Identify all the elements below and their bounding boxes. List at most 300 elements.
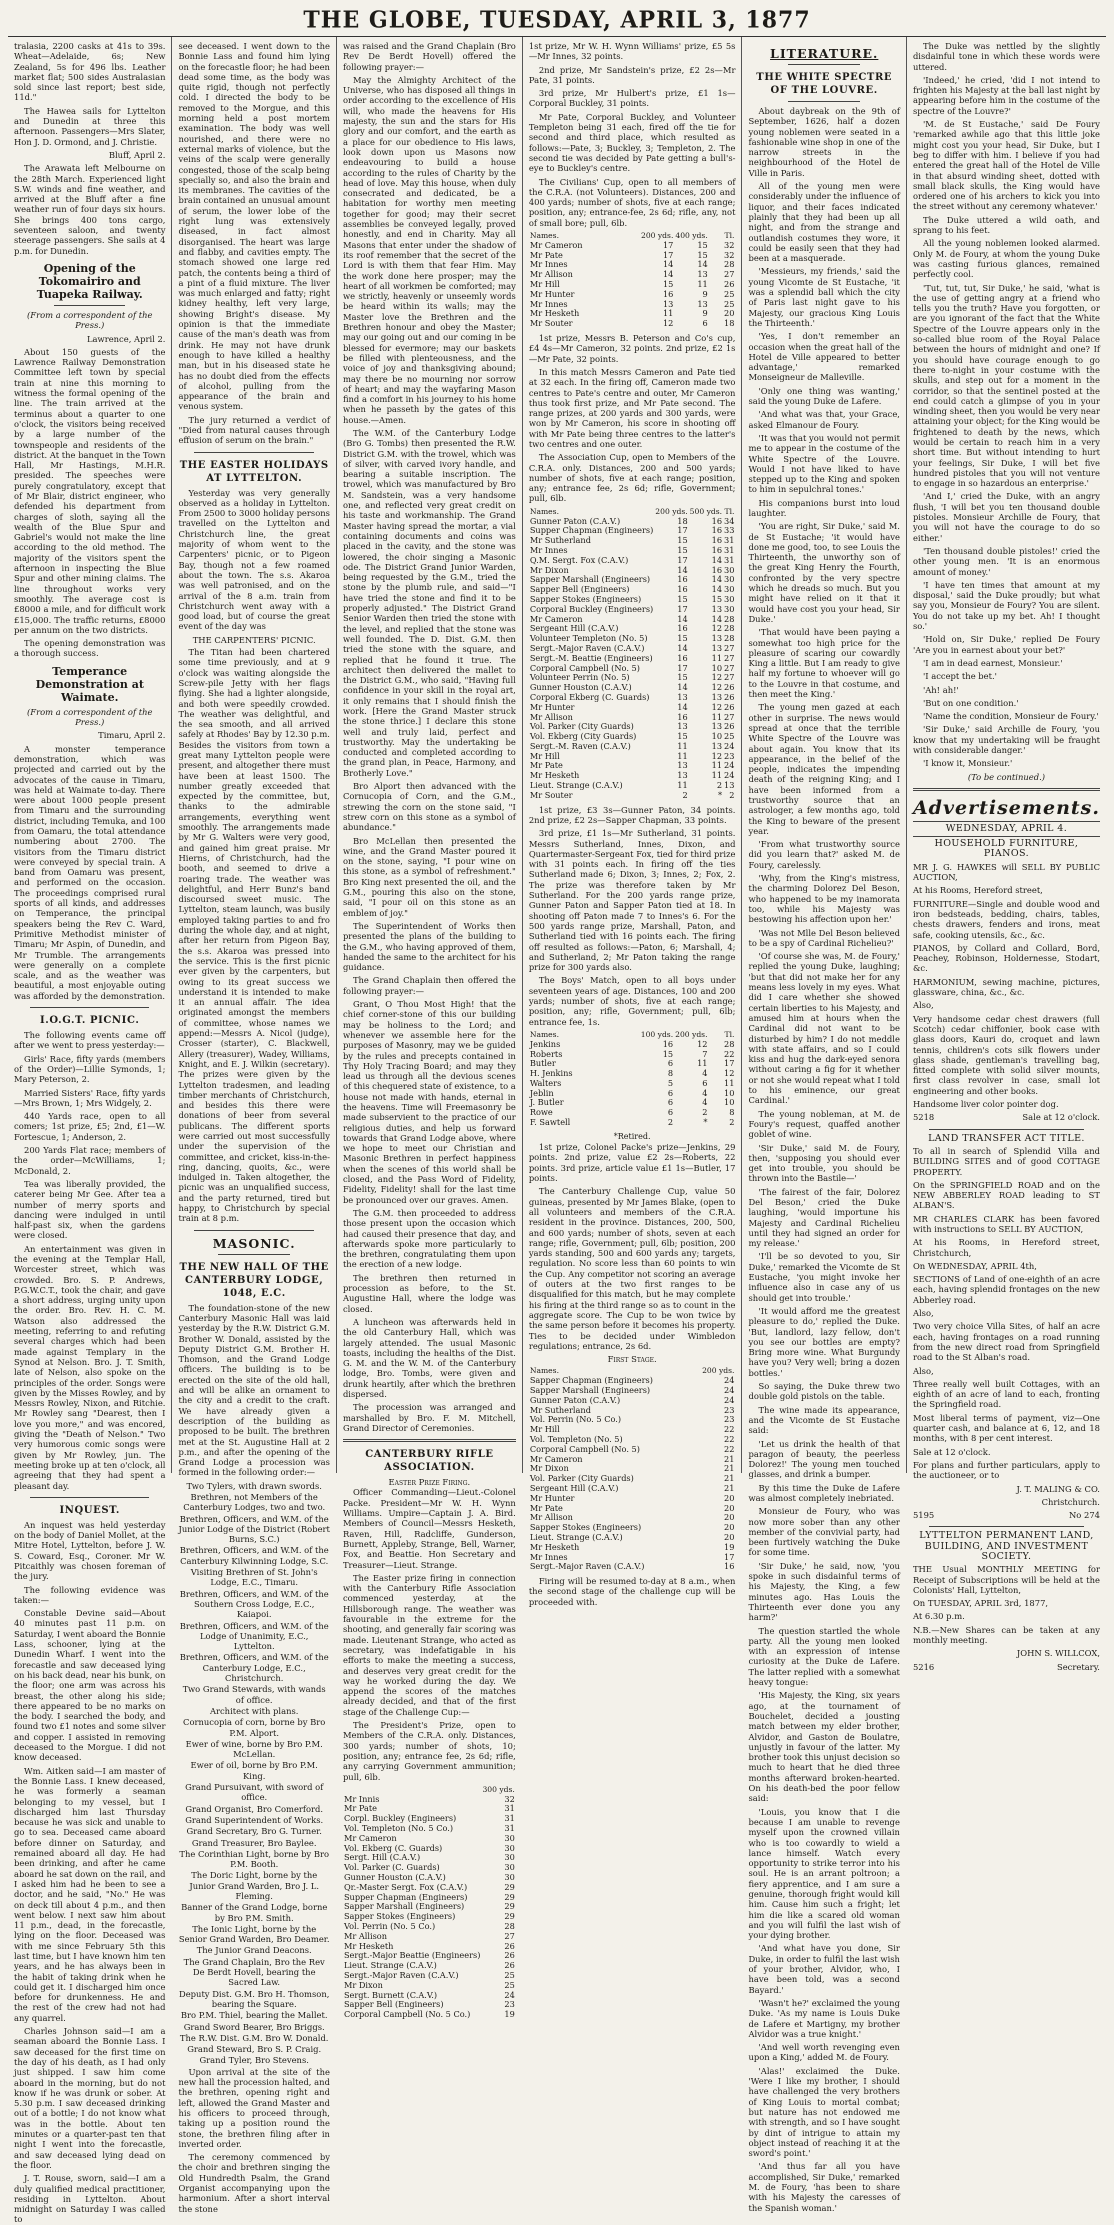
competitor-name: Supper Chapman (Engineers) — [343, 1891, 468, 1902]
story-paragraph: 'It would afford me the greatest pleasure to do,' replied the Duke. 'But, landlord, lazy fellow, don't you see our bottles are empty? Bring more wine. What Burgundy have you? Very well; bring a dozen bottles.' — [748, 1305, 900, 1378]
score-cell: 9 — [702, 308, 708, 319]
score-cell: 28 — [504, 1920, 515, 1931]
divider — [54, 305, 125, 306]
column-header: 200 yds. — [702, 1366, 735, 1376]
score-cell: 10 — [711, 731, 723, 742]
competitor-name: Gunner Paton (C.A.V.) — [529, 515, 621, 526]
competitor-name: Mr Hesketh — [529, 1541, 580, 1552]
story-paragraph: 'I am in dead earnest, Monsieur.' — [922, 657, 1063, 668]
article-text: The Civilians' Cup, open to all members of the C.R.A. (not Volunteers). Distances, 200 and 400 yards; number of shots, five at each range; position, any; entrance-fee, 2s 6d; rifle, any, not of small bore; pull, 6lb. — [528, 176, 736, 228]
competitor-name: Sapper Stokes (Engineers) — [343, 1911, 456, 1922]
ad-date: WEDNESDAY, APRIL 4. — [945, 822, 1068, 834]
story-text — [748, 106, 899, 2213]
headline: THE WHITE SPECTRE OF THE LOUVRE. — [756, 72, 893, 96]
score-cell: 26 — [724, 279, 735, 290]
score-cell: 8 — [667, 1068, 674, 1079]
score-cell: 13 — [697, 269, 708, 280]
competitor-name: Mr Souter — [529, 789, 573, 800]
column-header: Names. — [529, 231, 559, 241]
competitor-name: Butler — [529, 1058, 556, 1069]
competitor-name: Mr Hunter — [529, 288, 575, 299]
ad-text: FURNITURE—Single and double wood and iron bedsteads, bedding, chairs, tables, chests drawers, fenders and irons, meat safe, cooking utensils, &c., &c. — [912, 898, 1100, 940]
ad-text: On the SPRINGFIELD ROAD and on the NEW ABBERLEY ROAD leading to ST ALBAN'S. — [912, 1179, 1100, 1211]
score-cell: 13 — [711, 691, 723, 702]
score-cell: 11 — [677, 750, 688, 761]
score-cell: 24 — [724, 740, 735, 751]
procession-item: The R.W. Dist. G.M. Bro W. Donald. — [179, 2032, 329, 2043]
table-row — [529, 1562, 736, 1572]
score-table — [343, 1785, 516, 2020]
table-row — [529, 791, 736, 801]
ad-text: Also, — [912, 1308, 934, 1319]
ad-title: HOUSEHOLD FURNITURE, PIANOS. — [934, 838, 1079, 860]
ad-text: N.B.—New Shares can be taken at any monthly meeting. — [912, 1624, 1100, 1646]
competitor-name: Mr Allison — [529, 1512, 573, 1523]
article-text: About 150 guests of the Lawrence Railway Demonstration Committee left town by special train at nine this morning to witness the formal opening of the line. The train arrived at the terminus about a quarter to one o'clock, the visitors being received by a large number of the townspeople and residents of the district. At the banquet in the Town Hall, Mr Hastings, M.H.R. presided. The speeches were purely congratulatory, except that of Mr Blair, district engineer, who defended his department from charges of sloth, saying all the wealth of the Blue Spur and Gabriel's would not make the line according to the old method. The majority of the visitors spent the afternoon in inspecting the Blue Spur and other mining claims. The line throughout works very smoothly. The average cost is £8000 a mile, and for difficult work £15,000. The traffic returns, £8000 per annum on the two districts. — [14, 346, 166, 635]
procession-item: Two Grand Stewards, with wands of office. — [182, 1684, 326, 1705]
competitor-name: Mr Dixon — [343, 1979, 383, 1990]
ad-text: Two very choice Villa Sites, of half an acre each, having frontages on a road running from the new direct road from Springfield road to the St Alban's road. — [912, 1321, 1100, 1363]
score-cell: 21 — [724, 1482, 735, 1493]
competitor-name: Mr Dixon — [529, 1463, 569, 1474]
competitor-name: Mr Cameron — [343, 1832, 397, 1843]
score-cell: 30 — [724, 574, 735, 585]
continued-note: (To be continued.) — [967, 771, 1045, 782]
procession-item: Grand Superintendent of Works. — [185, 1814, 324, 1825]
score-table — [529, 507, 736, 801]
score-cell: 26 — [504, 1960, 515, 1971]
competitor-name: Mr Sutherland — [529, 1404, 591, 1415]
score-cell: 16 — [711, 544, 723, 555]
score-cell: 16 — [711, 564, 723, 575]
story-paragraph: 'The fairest of the fair, Dolorez Del Beson,' cried the Duke laughing, 'would importune his Majesty and Cardinal Richelieu until they had signed an order for my release.' — [748, 1186, 900, 1249]
score-cell: 15 — [677, 593, 688, 604]
story-paragraph: The Duke uttered a wild oath, and sprang to his feet. — [912, 214, 1100, 236]
column-5 — [742, 37, 906, 2213]
score-cell: 28 — [724, 1038, 735, 1049]
score-cell: 13 — [662, 298, 674, 309]
competitor-name: H. Jenkins — [529, 1068, 573, 1079]
column-header: 200 yds. — [640, 231, 674, 241]
article-text: 3rd prize, Mr Hulbert's prize, £1 1s—Corporal Buckley, 31 points. — [528, 88, 736, 109]
competitor-name: Sergeant Hill (C.A.V.) — [529, 1482, 619, 1493]
score-cell: 13 — [711, 721, 723, 732]
score-cell: 15 — [662, 1048, 674, 1059]
competitor-name: Sergeant Hill (C.A.V.) — [529, 623, 619, 634]
ad-text: SECTIONS of Land of one-eighth of an acre each, having splendid frontages on the new Abberley road. — [912, 1274, 1100, 1305]
story-paragraph: His companions burst into loud laughter. — [748, 497, 900, 518]
score-cell: 11 — [697, 1058, 708, 1069]
article-text: Charles Johnson said—I am a seaman aboard the Bonnie Lass. I saw deceased for the first time on the day of his death, as I had only just shipped. I saw him come aboard in the morning, but do not know if he was drunk or sober. At 5.30 p.m. I saw deceased drinking out of a bottle; I do not know what was in the bottle. About ten minutes or a quarter-past ten that night I went into the forecastle, and saw deceased lying dead on the floor. — [14, 2026, 166, 2170]
score-cell: 16 — [677, 574, 688, 585]
score-cell: 29 — [504, 1911, 515, 1922]
procession-item: Brethren, Officers, and W.M. of the Lodge of Unanimity, E.C., Lyttelton. — [179, 1620, 329, 1652]
story-paragraph: 'Sir Duke,' said M. de Foury, then, 'supposing you should ever get into trouble, you should be thrown into the Bastile—' — [748, 1142, 900, 1184]
article-text: 1st prize, Mr W. H. Wynn Williams' prize, £5 5s—Mr Innes, 32 points. — [528, 41, 736, 62]
story-paragraph: The question startled the whole party. All the young men looked with an expression of intense curiosity at the Duke de Lafere. The latter replied with a somewhat heavy tongue: — [748, 1625, 900, 1688]
article-text: The opening demonstration was a thorough success. — [14, 638, 166, 659]
score-cell: 17 — [677, 662, 688, 673]
headline: THE NEW HALL OF THE CANTERBURY LODGE, 1048, E.C. — [179, 1261, 329, 1299]
score-cell: 23 — [724, 1404, 735, 1415]
competitor-name: Mr Pate — [529, 249, 563, 260]
competitor-name: Qr.-Master Sergt. Fox (C.A.V.) — [343, 1881, 468, 1892]
score-cell: 14 — [677, 564, 688, 575]
score-cell: 6 — [667, 1097, 674, 1108]
score-cell: 27 — [504, 1930, 515, 1941]
dateline: Bluff, April 2. — [108, 149, 166, 160]
ad-text: PIANOS, by Collard and Collard, Bord, Peachey, Robinson, Holdernesse, Stodart, &c. — [912, 942, 1100, 974]
score-cell: 18 — [724, 318, 735, 329]
score-cell: 26 — [504, 1940, 515, 1951]
score-cell: 11 — [711, 652, 723, 663]
procession-item: Grand Steward, Bro S. P. Craig. — [187, 2044, 322, 2055]
score-cell: 17 — [677, 603, 688, 614]
score-cell: 13 — [711, 642, 723, 653]
subheading: First Stage. — [607, 1354, 657, 1365]
competitor-name: Corpl. Buckley (Engineers) — [343, 1813, 457, 1824]
story-paragraph: 'Sir Duke,' he said, now, 'you spoke in such disdainful terms of his Majesty, the King, a few minutes ago. Has Louis the Thirteenth ever done you any harm?' — [748, 1560, 900, 1623]
article-text: An inquest was held yesterday on the body of Daniel Mollet, at the Mitre Hotel, Lyttelton, before J. W. S. Coward, Esq., Coroner. Mr W. Pitcaithly was chosen foreman of the jury. — [14, 1519, 166, 1582]
competitor-name: Vol. Templeton (No. 5) — [529, 1433, 623, 1444]
article-text: Constable Devine said—About 40 minutes past 11 p.m. on Saturday, I went aboard the Bonnie Lass, schooner, lying at the Dunedin Wharf. I went into the forecastle and saw deceased lying on his back dead, near his bunk, on the floor; one arm was across his breast, the other along his side; there appeared to be no marks on the body. I searched the body, and found two £1 notes and some silver and copper. I assisted in removing deceased to the Morgue. I did not know deceased. — [14, 1608, 166, 1763]
score-cell: 31 — [724, 544, 735, 555]
article-text: Bro Alport then advanced with the Cornucopia of Corn, and the G.M., strewing the corn on the stone said, "I strew corn on this stone as a symbol of abundance." — [342, 781, 516, 833]
score-cell: 24 — [724, 1385, 735, 1395]
article-text: The Arawata left Melbourne on the 28th March. Experienced light S.W. winds and fine weather, and arrived at the Bluff after a fine weather run of four days six hours. She brings 400 tons cargo, seventeen saloon, and twenty steerage passengers. She sails at 4 p.m. for Dunedin. — [14, 163, 166, 256]
score-cell: 17 — [724, 1058, 735, 1069]
procession-item: Architect with plans. — [209, 1705, 299, 1716]
score-cell: 11 — [724, 1077, 735, 1088]
competitor-name: Mr Innes — [529, 298, 568, 309]
headline: Temperance Demonstration at Waimate. — [35, 664, 144, 704]
story-paragraph: 'Yes, I don't remember an occasion when the great hall of the Hotel de Ville appeared to better advantage,' remarked Monseigneur de Malleville. — [748, 331, 900, 383]
competitor-name: Gunner Paton (C.A.V.) — [529, 1394, 621, 1405]
score-cell: 26 — [504, 1950, 515, 1961]
score-cell: 15 — [677, 672, 688, 683]
story-paragraph: So saying, the Duke threw two double gold pistols on the table. — [748, 1381, 900, 1402]
divider — [30, 1007, 149, 1008]
article-text: The Titan had been chartered some time previously, and at 9 o'clock was waiting alongside the Screw-pile Jetty with her flags flying. She had a lighter alongside, and both were speedily crowded. The weather was delightful, and the sea smooth, and all arrived safely at Rhodes' Bay by 12.30 p.m. Besides the visitors from town a great many Lyttelton people were present, and altogether there must have been at least 1500. The number greatly exceeded that expected by the committee, but, thanks to the admirable arrangements, everything went smoothly. The arrangements made by Mr G. Walters were very good, and gained him great praise. Mr Hierns, of Christchurch, had the booth, and seemed to drive a roaring trade. The weather was delightful, and Herr Bunz's band discoursed sweet music. The Lyttelton, steam launch, was busily employed taking parties to and fro during the whole day, and at night, after her return from Pigeon Bay, the s.s. Akaroa was pressed into the service. This is the first picnic ever given by the carpenters, but owing to its great success we understand it is intended to make it an annual affair. The idea originated amongst the members of committee, whose names we append:—Messrs A. Nicol (judge), Crosser (starter), C. Blackwell, Allery (treasurer), Wadey, Williams, Knight, and E. J. Wilkin (secretary). The prizes were given by the Lyttelton tradesmen, and leading timber merchants of Christchurch, and besides this there were donations of beer from several publicans. The different sports were carried out most successfully under the supervision of the committee, and cricket, kiss-in-the-ring, dancing, quoits, &c., were indulged in. Taken altogether, the picnic was an unqualified success, and the party returned, tired but happy, to Christchurch by special train at 8 p.m. — [178, 647, 330, 1224]
competitor-name: Vol. Ekberg (C. Guards) — [343, 1842, 443, 1853]
procession-item: Brethren, Officers, and W.M. of the Canterbury Lodge, E.C., Christchurch. — [179, 1652, 329, 1684]
competitor-name: Roberts — [529, 1048, 563, 1059]
competitor-name: Supper Chapman (Engineers) — [529, 525, 654, 536]
score-cell: 17 — [677, 554, 688, 565]
competitor-name: Mr Hill — [529, 750, 560, 761]
ad-number: 5216 — [912, 1661, 935, 1672]
column-header: 400 yds. — [675, 231, 708, 241]
competitor-name: Sapper Bell (Engineers) — [343, 1999, 444, 2010]
score-cell: 15 — [677, 731, 688, 742]
story-paragraph: 'Wasn't he?' exclaimed the young Duke. 'As my name is Louis Duke de Lafere et Martigny, my brother Alvidor was a true knight.' — [748, 1997, 900, 2039]
score-cell: 10 — [711, 662, 723, 673]
score-cell: 16 — [662, 1038, 674, 1049]
procession-item: Grand Sword Bearer, Bro Briggs. — [183, 2021, 325, 2032]
article-text: was raised and the Grand Chaplain (Bro Rev De Berdt Hovell) offered the following prayer:— — [342, 41, 516, 72]
score-cell: 12 — [662, 318, 674, 329]
score-table — [529, 1030, 736, 1128]
ad-text: MR J. G. HAWKES will SELL BY PUBLIC AUCTION, — [912, 861, 1100, 883]
headline: Opening of the Tokomairiro and Tuapeka Railway. — [36, 261, 143, 301]
procession-item: Brethren, Officers, and W.M. of the Southern Cross Lodge, E.C., Kaiapoi. — [179, 1588, 329, 1620]
score-cell: 22 — [724, 1433, 735, 1444]
story-paragraph: 'Ah! ah!' — [922, 684, 959, 695]
score-cell: 11 — [711, 711, 723, 722]
article-text: The W.M. of the Canterbury Lodge (Bro G. Tombs) then presented the R.W. District G.M. with the trowel, which was of silver, with carved ivory handle, and bearing a suitable inscription. The trowel, which was manufactured by Bro M. Sandstein, was a very handsome one, and reflected very great credit on his taste and workmanship. The Grand Master having spread the mortar, a vial containing documents and coins was placed in the cavity, and the stone was lowered, the choir singing a Masonic ode. The District Grand Junior Warden, being requested by the G.M., tried the stone by the plumb rule, and said—"I have tried the stone and find it to be properly adjusted." The District Grand Senior Warden then tried the stone with the level, and replied that the stone was well founded. The D. Dist. G.M. then tried the stone with the square, and replied that he found it true. The architect then delivered the mallet to the District G.M., who said, "Having full confidence in your skill in the royal art, it only remains that I should finish the work. [Here the Grand Master struck the stone thrice.] I declare this stone well and truly laid, perfect and trustworthy. May the undertaking be conducted and completed according to the grand plan, in Peace, Harmony, and Brotherly Love." — [342, 427, 516, 778]
competitor-name: Mr Innes — [529, 544, 568, 555]
score-cell: 30 — [724, 564, 735, 575]
score-cell: 2 — [716, 780, 723, 791]
article-text: The President's Prize, open to Members of the C.R.A. only. Distances, 300 yards; number of shots, 10; position, any; entrance fee, 2s 6d; rifle, any carrying Government ammunition; pull, 6lb. — [342, 1720, 516, 1782]
divider — [218, 1254, 289, 1255]
competitor-name: Sergt.-Major Raven (C.A.V.) — [529, 642, 645, 653]
procession-item: Banner of the Grand Lodge, borne by Bro P.M. Smith. — [181, 1902, 328, 1923]
score-cell: 30 — [504, 1842, 515, 1853]
score-cell: 13 — [677, 760, 688, 771]
story-paragraph: All of the young men were considerably under the influence of liquor, and their faces indicated plainly that they had been up all night, and from the strange and outlandish costumes they wore, it could be easily seen that they had been at a masquerade. — [748, 181, 900, 264]
section-title: LITERATURE. — [770, 46, 879, 61]
article-text: Married Sisters' Race, fifty yards—Mrs Brown, 1; Mrs Widgely, 2. — [14, 1087, 166, 1108]
article-text: Grant, O Thou Most High! that the chief corner-stone of this our building may be holiness to the Lord; and whenever we assemble here for the purposes of Masonry, may we be guided by the rules and precepts contained in Thy Holy Tracing Board; and may they lead us through all the devious scenes of this chequered state of existence, to a house not made with hands, eternal in the heavens. Time will Freemasonry be made subservient to the practice of our religious duties, and help us forward towards that Grand Lodge above, where we hope to meet our Christian and Masonic Brethren in perfect happiness when the scenes of this world shall be closed, and the Pass Word of Fidelity, Fidelity, Fidelity! shall for the last time be pronounced over our graves. Amen. — [342, 999, 516, 1205]
article-text: The Association Cup, open to Members of the C.R.A. only. Distances, 200 and 500 yards; number of shots, five at each range; position, any; entrance fee, 2s 6d; rifle, Government; pull, 6lb. — [528, 452, 736, 504]
score-cell: 33 — [724, 525, 735, 536]
score-cell: 6 — [702, 1077, 708, 1088]
story-paragraph: 'Alas!' exclaimed the Duke. 'Were I like my brother, I should have challenged the very brothers of King Louis to mortal combat; but nature has not endowed me with strength, and so I have sought by dint of intrigue to attain my object instead of reaching it at the sword's point.' — [748, 2065, 900, 2159]
story-paragraph: 'Tut, tut, tut, Sir Duke,' he said, 'what is the use of getting angry at a friend who tells you the truth? Have you forgotten, or are you ignorant of the fact that the White Spectre of the Louvre appears only in the so-called blue room of the Royal Palace between the hours of midnight and one? If you should have courage enough to go there to-night in your costume with the skulls, and step out for a moment in the corridor, so that the sentinel posted at the end could catch a glimpse of you in your winding sheet, then you would be very near attaining your object; for the King would be frightened to death by the news, which would be certain to reach him in a very short time. But without intending to hurt your feelings, Sir Duke, I will bet five hundred pistoles that you will not venture to engage in so hazardous an enterprise.' — [912, 282, 1100, 489]
procession-item: Brethren, Officers, and W.M. of the Canterbury Kilwinning Lodge, S.C. — [179, 1545, 329, 1566]
story-paragraph: 'Only one thing was wanting,' said the young Duke de Lafere. — [748, 385, 900, 407]
article-text: The Easter prize firing in connection with the Canterbury Rifle Association commenced yesterday, at the Hillsborough range. The weather was favourable in the extreme for the shooting, and generally fair scoring was made. Lieutenant Strange, who acted as secretary, was indefatigable in his efforts to make the meeting a success, and deserves very great credit for the way he worked during the day. We append the scores of the matches already decided, and that of the first stage of the Challenge Cup:— — [342, 1572, 516, 1717]
masthead-title: THE GLOBE, TUESDAY, APRIL 3, 1877 — [303, 6, 811, 34]
article-text: The brethren then returned in procession as before, to the St. Augustine Hall, where the lodge was closed. — [342, 1272, 516, 1314]
competitor-name: Sergt.-Major Beattie (Engineers) — [343, 1950, 481, 1961]
procession-item: Ewer of wine, borne by Bro P.M. McLellan. — [185, 1738, 323, 1760]
competitor-name: Corporal Campbell (No. 5 Co.) — [343, 2009, 471, 2020]
story-paragraph: 'From what trustworthy source did you learn that?' asked M. de Foury, carelessly. — [748, 839, 900, 870]
score-cell: * — [717, 789, 723, 800]
score-cell: 8 — [729, 1107, 735, 1118]
score-cell: 26 — [724, 682, 735, 693]
competitor-name: Corporal Campbell (No. 5) — [529, 662, 640, 673]
score-cell: 15 — [711, 593, 723, 604]
score-table — [529, 1366, 736, 1572]
score-cell: 24 — [724, 1375, 735, 1386]
divider — [194, 452, 313, 453]
score-cell: 16 — [711, 535, 723, 546]
score-cell: 2 — [667, 1117, 674, 1128]
score-cell: 26 — [724, 691, 735, 702]
masthead — [8, 6, 1106, 34]
story-paragraph: 'And I,' cried the Duke, with an angry flush, 'I will bet you ten thousand double pistoles. Monsieur Archille de Foury, that you will not have the courage to do so either.' — [912, 491, 1100, 543]
score-cell: 13 — [724, 780, 735, 791]
article-text: Mr Pate, Corporal Buckley, and Volunteer Templeton being 31 each, fired off the tie for second and third place, which resulted as follows:—Pate, 3; Buckley, 3; Templeton, 2. The second tie was decided by Pate getting a bull's-eye to Buckley's centre. — [528, 111, 736, 174]
procession-item: Deputy Dist. G.M. Bro H. Thomson, bearing the Square. — [179, 1988, 330, 2009]
score-cell: 7 — [702, 1048, 708, 1059]
score-cell: 11 — [711, 770, 723, 781]
competitor-name: Corporal Ekberg (C. Guards) — [529, 691, 650, 702]
procession-list — [178, 1481, 329, 2066]
score-cell: 14 — [711, 584, 723, 595]
score-cell: 2 — [702, 1107, 708, 1118]
competitor-name: Sapper Marshall (Engineers) — [529, 1385, 651, 1395]
competitor-name: Mr Pate — [343, 1803, 377, 1814]
column-header: Names. — [529, 1029, 559, 1039]
ad-footer — [913, 1112, 1100, 1122]
competitor-name: Walters — [529, 1077, 562, 1088]
ad-text: MR CHARLES CLARK has been favored with instructions to SELL BY AUCTION, — [912, 1213, 1100, 1234]
procession-item: The Doric Light, borne by the Junior Grand Warden, Bro J. L. Fleming. — [189, 1870, 320, 1901]
story-paragraph: 'And what was that, your Grace, asked Elmanour de Foury. — [748, 409, 900, 430]
article-text: tralasia, 2200 casks at 41s to 39s. Wheat—Adelaide, 6s; New Zealand, 5s for 496 lbs. Leather market flat; 500 sides Australasian sold since last report; best side, 11d." — [14, 41, 166, 103]
article-text: The foundation-stone of the new Canterbury Masonic Hall was laid yesterday by the R.W. District G.M. Brother W. Donald, assisted by the Deputy District G.M. Brother H. Thomson, and the Grand Lodge officers. The building is to be erected on the site of the old hall, and will be alike an ornament to the city and a credit to the craft. We have already given a description of the building as proposed to be built. The brethren met at the St. Augustine Hall at 2 p.m., and after the opening of the Grand Lodge a procession was formed in the following order:— — [178, 1302, 330, 1478]
score-cell: 30 — [504, 1862, 515, 1873]
score-cell: 21 — [724, 1453, 735, 1464]
article-text: In this match Messrs Cameron and Pate tied at 32 each. In the firing off, Cameron made two centres to Pate's centre and outer, Mr Cameron thus took first prize, and Mr Pate second. The range prizes, at 200 yards and 300 yards, were won by Mr Cameron, his score in shooting off with Mr Pate being three centres to the latter's two centres and one outer. — [528, 366, 736, 449]
competitor-name: Sapper Marshall (Engineers) — [529, 574, 651, 585]
score-cell: 14 — [697, 259, 708, 270]
competitor-name: Sergt. Hill (C.A.V.) — [343, 1852, 421, 1863]
competitor-name: Mr Innes — [529, 1551, 568, 1562]
headline: MASONIC. — [212, 1235, 296, 1251]
score-cell: 17 — [677, 525, 688, 536]
ad-title: LYTTELTON PERMANENT LAND, BUILDING, AND INVESTMENT SOCIETY. — [919, 1530, 1094, 1562]
column-1 — [8, 37, 172, 2225]
story-paragraph: 'Of course she was, M. de Foury,' replied the young Duke, laughing; 'but that did not make her for any means less lovely in my eyes. What did I care whether she showed certain liberties to his Majesty, and amused him at hours when the Cardinal did not want to be disturbed by him? I do not meddle with state affairs, and so I could kiss and hug the dark-eyed senora without caring a fig for it whether or not she would repeat what I told to his eminence, our great Cardinal.' — [748, 951, 900, 1106]
article-text: Upon arrival at the site of the new hall the procession halted, and the brethren, opening right and left, allowed the Grand Master and his officers to proceed through, taking up a position round the stone, the brethren filing after in inverted order. — [178, 2066, 330, 2149]
article-text: The following evidence was taken:— — [14, 1584, 166, 1605]
score-cell: 18 — [677, 515, 688, 526]
score-cell: 16 — [711, 515, 723, 526]
article-text: The Grand Chaplain then offered the following prayer:— — [342, 975, 516, 996]
score-cell: 12 — [711, 750, 723, 761]
competitor-name: Vol. Parker (City Guards) — [529, 721, 634, 732]
score-cell: 28 — [724, 259, 735, 270]
score-cell: 31 — [504, 1813, 515, 1824]
score-cell: 2 — [682, 789, 688, 800]
score-cell: 17 — [662, 249, 674, 260]
story-paragraph: 'I have ten times that amount at my disposal,' said the Duke proudly; but what say you, Monsieur de Foury? You are silent. You do not take up my bet. Ah! I thought so.' — [912, 579, 1100, 632]
column-3 — [337, 37, 523, 2020]
score-cell: 14 — [677, 642, 688, 653]
ad-text: THE Usual MONTHLY MEETING for Receipt of Subscriptions will be held at the Colonists' Hall, Lyttelton, — [912, 1564, 1100, 1595]
procession-item: Grand Secretary, Bro G. Turner. — [186, 1826, 322, 1837]
score-cell: 31 — [504, 1803, 515, 1814]
competitor-name: Mr Innes — [529, 259, 568, 270]
story-paragraph: 'Indeed,' he cried, 'did I not intend to frighten his Majesty at the ball last night by appearing before him in the costume of the spectre of the Louvre?' — [912, 74, 1100, 116]
score-cell: 27 — [724, 711, 735, 722]
score-cell: 24 — [724, 760, 735, 771]
competitor-name: F. Sawtell — [529, 1117, 571, 1128]
procession-item: Two Tylers, with drawn swords. — [186, 1480, 322, 1491]
article-text: Girls' Race, fifty yards (members of the Order)—Lillie Symonds, 1; Mary Peterson, 2. — [14, 1053, 166, 1085]
advertisement-society — [913, 1531, 1100, 1672]
competitor-name: Mr Sutherland — [529, 535, 591, 546]
score-cell: 20 — [724, 1522, 735, 1533]
procession-item: Ewer of oil, borne by Bro P.M. King. — [190, 1760, 318, 1781]
score-cell: 23 — [504, 1999, 515, 2010]
score-cell: 15 — [677, 535, 688, 546]
story-paragraph: All the young noblemen looked alarmed. Only M. de Foury, at whom the young Duke was casting furious glances, remained perfectly cool. — [912, 238, 1100, 280]
procession-item: The Corinthian Light, borne by Bro P.M. Booth. — [179, 1848, 330, 1870]
competitor-name: Vol. Ekberg (City Guards) — [529, 731, 637, 742]
competitor-name: Volunteer Templeton (No. 5) — [529, 633, 648, 644]
ad-city: Christchurch. — [1041, 1496, 1100, 1507]
competitor-name: Mr Cameron — [529, 1453, 583, 1464]
story-paragraph: 'And what have you done, Sir Duke, in order to fulfil the last wish of your brother, Alvidor, who, I have been told, was a second Bayard.' — [748, 1943, 900, 1995]
competitor-name: Mr Pate — [529, 760, 563, 771]
score-cell: 13 — [677, 770, 688, 781]
article-text: 200 Yards Flat race; members of the order—McWilliams, 1; McDonald, 2. — [14, 1145, 166, 1176]
dateline: Lawrence, April 2. — [86, 333, 166, 344]
procession-item: Cornucopia of corn, borne by Bro P.M. Alport. — [183, 1717, 326, 1738]
column-header: 200 yds. — [675, 1029, 708, 1039]
score-cell: 32 — [724, 239, 735, 250]
score-cell: 6 — [667, 1107, 674, 1118]
score-cell: 13 — [677, 691, 688, 702]
score-cell: 27 — [724, 652, 735, 663]
article-text: The Canterbury Challenge Cup, value 50 guineas, presented by Mr James Blake, (open to all volunteers and members of the C.R.A. resident in the province. Distances, 200, 500, and 600 yards; number of shots, seven at each range; rifle, Government; pull, 6lb; position, 200 yards standing, 500 and 600 yards any; targets, regulation. No score less than 60 points to win the Cup. Any competitor not scoring an average of outers at the two first ranges to be disqualified for this match, but he may complete his firing at the third range so as to count in the aggregate score. The Cup to be won twice by the same person before it becomes his property. Ties to be decided under Wimbledon regulations; entrance, 2s 6d. — [528, 1186, 736, 1351]
story-paragraph: By this time the Duke de Lafere was almost completely inebriated. — [748, 1482, 900, 1503]
story-paragraph: 'Hold on, Sir Duke,' replied De Foury 'Are you in earnest about your bet?' — [912, 634, 1100, 655]
score-cell: 6 — [702, 318, 708, 329]
score-cell: 11 — [677, 740, 688, 751]
ad-footer — [913, 1662, 1100, 1672]
score-cell: 12 — [711, 672, 723, 683]
score-cell: 17 — [724, 1551, 735, 1562]
story-paragraph: 'His Majesty, the King, six years ago, at the tournament of Bouchelet, decided a jousting match between my elder brother, Alvidor, and Gaston de Boulatre, unjustly in favour of the latter. My brother took this unjust decision so much to heart that he died three months afterward broken-hearted. On his death-bed the poor fellow said: — [748, 1690, 900, 1804]
column-header: Tl. — [724, 506, 735, 516]
score-cell: 26 — [724, 721, 735, 732]
score-cell: 12 — [711, 682, 723, 693]
procession-item: Grand Tyler, Bro Stevens. — [199, 2055, 309, 2066]
competitor-name: Mr Hesketh — [529, 770, 580, 781]
ad-text: Most liberal terms of payment, viz—One quarter cash, and balance at 6, 12, and 18 months, with 8 per cent interest. — [912, 1412, 1100, 1444]
score-cell: 30 — [504, 1832, 515, 1843]
score-cell: 24 — [504, 1989, 515, 2000]
headline: CANTERBURY RIFLE ASSOCIATION. — [365, 1449, 494, 1474]
story-text — [913, 41, 1100, 769]
score-cell: 27 — [724, 269, 735, 280]
ad-text: Also, — [912, 1365, 934, 1376]
story-paragraph: The Duke was nettled by the slightly disdainful tone in which these words were uttered. — [912, 41, 1100, 72]
competitor-name: Sergt.-M. Raven (C.A.V.) — [529, 740, 631, 751]
competitor-name: Sapper Bell (Engineers) — [529, 584, 630, 595]
competitor-name: Sapper Chapman (Engineers) — [529, 1375, 653, 1386]
competitor-name: Corporal Buckley (Engineers) — [529, 603, 654, 614]
advertisement-furniture — [913, 839, 1100, 1122]
competitor-name: Lieut. Strange (C.A.V.) — [529, 780, 623, 791]
story-paragraph: The young men gazed at each other in surprise. The news would spread at once that the terrible White Spectre of the Louvre was about again. You know that its appearance, in the belief of the people, indicates the impending death of the reigning King; and I have been informed from a trustworthy source that an astrologer, a few months ago, told the King to beware of the present year. — [748, 702, 900, 836]
article-text: J. T. Rouse, sworn, said—I am a duly qualified medical practitioner, residing in Lyttelton. About midnight on Saturday I was called to — [14, 2173, 166, 2225]
story-paragraph: 'Sir Duke,' said Archille de Foury, 'you know that my undertaking will be fraught with considerable danger.' — [912, 724, 1100, 755]
ad-text: Three really well built Cottages, with an eighth of an acre of land to each, fronting the Springfield road. — [912, 1378, 1100, 1410]
score-cell: 15 — [677, 633, 688, 644]
competitor-name: Volunteer Perrin (No. 5) — [529, 672, 630, 683]
competitor-name: Sapper Marshall (Engineers) — [343, 1901, 465, 1912]
article-text: Wm. Aitken said—I am master of the Bonnie Lass. I knew deceased, he was formerly a seaman belonging to my vessel, but I discharged him last Thursday because he was sick and unable to go to sea. Deceased came aboard before dinner on Saturday, and remained aboard all day. He had been drinking, and after he came aboard he sat down on the rail, and I asked him had he been to see a doctor, and he said, "No." He was on deck till about 4 p.m., and then went below. I next saw him about 11 p.m., dead, in the forecastle, lying on the floor. Deceased was with me since February 5th this last time, but I have known him ten years, and he has always been in the habit of taking drink when he could get it. I discharged him once before for drunkenness. He and the rest of the crew had not had any quarrel. — [14, 1765, 166, 2023]
competitor-name: Mr Allison — [529, 711, 573, 722]
divider — [929, 1129, 1084, 1130]
divider — [913, 821, 1100, 822]
score-cell: 15 — [677, 544, 688, 555]
story-paragraph: 'Let us drink the health of that paragon of beauty, the peerless Dolorez!' The young men touched glasses, and drink a bumper. — [748, 1438, 900, 1480]
score-cell: 13 — [711, 740, 723, 751]
column-header: 100 yds. — [640, 1029, 674, 1039]
column-header: Names. — [529, 506, 559, 516]
score-cell: 11 — [697, 279, 708, 290]
competitor-name: Mr Pate — [529, 1502, 563, 1513]
